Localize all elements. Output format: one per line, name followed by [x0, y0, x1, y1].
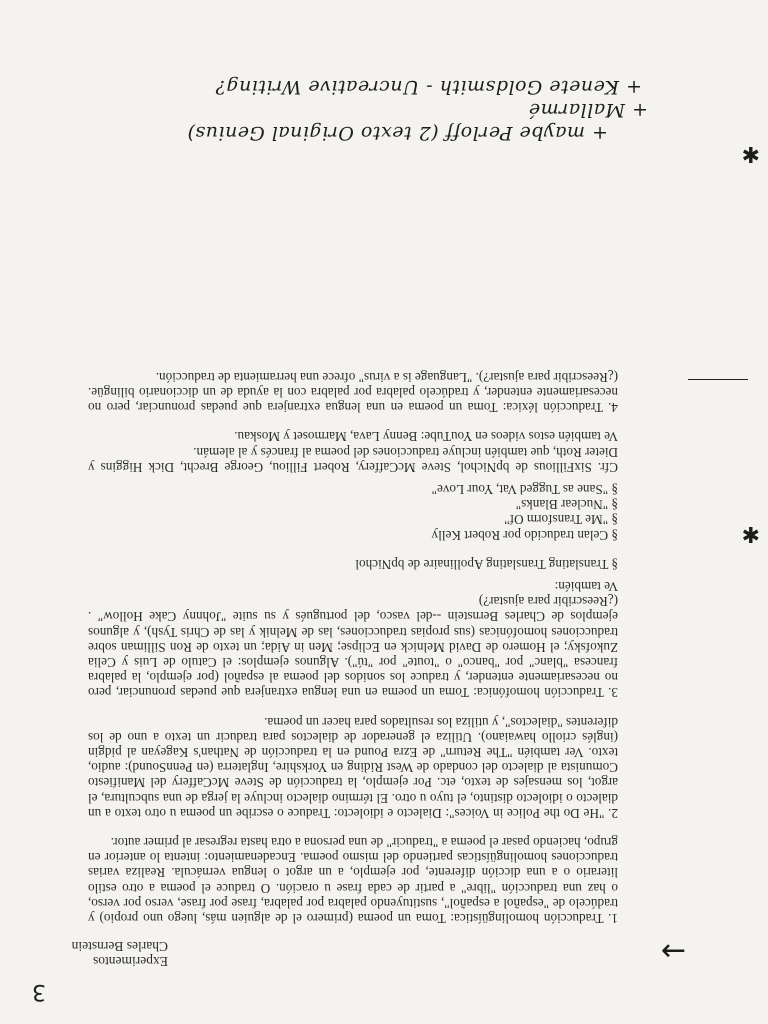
list-item: § Translating Translating Apollinaire de bpNichol [355, 556, 618, 572]
see-also-label: Ve también: [554, 578, 618, 594]
list-item: § "Sane as Tugged Vat, Your Love" [431, 481, 618, 497]
page-number-mark: 3 [32, 979, 46, 1004]
handwritten-note: + Mallarmé [528, 99, 648, 121]
document-header [72, 939, 168, 969]
see-also-list-2 [88, 482, 618, 543]
section-1 [88, 835, 618, 926]
underline-mark [688, 379, 748, 380]
document-body [88, 370, 618, 927]
document-title: Experimentos [93, 954, 168, 969]
list-item: § "Nuclear Blanks" [515, 497, 618, 513]
section-body: Traducción homofónica: Toma un poema en una lengua extranjera que puedas pronunciar, pero no necesariamente entender, y traduce los sonidos del poema al español (por ejemplo, la palabra francesa "blanc" por "banco" o "toute" por "tú"). Algunos ejemplos: el Catulo de Luis y Celia Zukofsky; el Homero de David Melnick en Eclipse; Men in Aida; un texto de Ron Silliman sobre traducciones homofónicas (sus propias traducciones, las de Melnik y las de Chris Tysh), y algunos ejemplos de Charles Bernstein --del vasco, del portugués y su suite "Johnny Cake Hollow" . (¿Reescribir para ajustar?) [88, 594, 618, 701]
section-4 [88, 370, 618, 416]
see-also-list-1 [88, 557, 618, 572]
arrow-mark-icon: ← [660, 933, 686, 968]
star-mark-icon: ✱ [741, 141, 760, 166]
handwritten-note: + Kenete Goldsmith - Uncreative Writing? [215, 76, 642, 98]
section-body: "He Do the Police in Voices": Dialecto e idiolecto: Traduce o escribe un poema u otro texto a un dialecto o idiolecto distinto, el tuyo u otro. El término dialecto incluye la jerga de una subcultura, el argot, los mensajes de texto, etc. Por ejemplo, la traducción de Steve McCaffery del Manifiesto Comunista al dialecto del condado de West Riding en Yorkshire, Inglaterra (en PennSound): audio, texto. Ver también "The Return" de Ezra Pound en la traducción de Nathan's Kageyan al pidgin (inglés criollo hawaiano). Utiliza el generador de dialectos para traducir un texto a uno de los diferentes "dialectos", y utiliza los resultados para hacer un poema. [88, 714, 618, 821]
section-number: 1. [608, 911, 618, 926]
list-item: § "Me Transform Of" [504, 512, 618, 528]
star-mark-icon: ✱ [741, 521, 760, 546]
section-2 [88, 714, 618, 820]
section-body: Traducción léxica: Toma un poema en una lengua extranjera que puedas pronunciar, pero no necesariamente entender, y tradúcelo palabra por palabra con la ayuda de un diccionario bilingüe. (¿Reescribir para ajustar?). "Language is a virus" ofrece una herramienta de traducción. [88, 369, 618, 416]
handwritten-notes [0, 75, 648, 144]
section-number: 2. [608, 805, 618, 821]
document-author: Charles Bernstein [71, 939, 168, 954]
list-item: § Celan traducido por Robert Kelly [431, 527, 618, 543]
section-number: 4. [608, 400, 618, 416]
section-body: Traducción homolingüística: Toma un poema (primero el de alguien más, luego uno propio) y tradúcelo de "español a español", sustituyendo palabra por palabra, frase por frase, verso por verso, o haz una traducción "libre" a partir de cada frase u oración. O traduce el poema a otro estilo literario o a una dicción diferente, por ejemplo, a un argot o lengua vernácula. Realiza varias traducciones homolingüísticas partiendo del mismo poema. Encadenamiento: intenta lo anterior en grupo, haciendo pasar el poema a "traducir" de una persona a otra hasta regresar al primer autor. [88, 834, 618, 926]
handwritten-note: + maybe Perloff (2 texto Original Genius) [187, 122, 608, 144]
videos-note: Ve también estos videos en YouTube: Benny Lava, Marmoset y Moskau. [234, 429, 618, 445]
section-number: 3. [608, 685, 618, 701]
cfr-note: Cfr. SixFillious de bpNichol, Steve McCaffery, Robert Filliou, George Brecht, Dick Higgins y Dieter Roth, que también incluye traducciones del poema al francés y al alemán. [88, 444, 618, 475]
section-3 [88, 429, 618, 700]
